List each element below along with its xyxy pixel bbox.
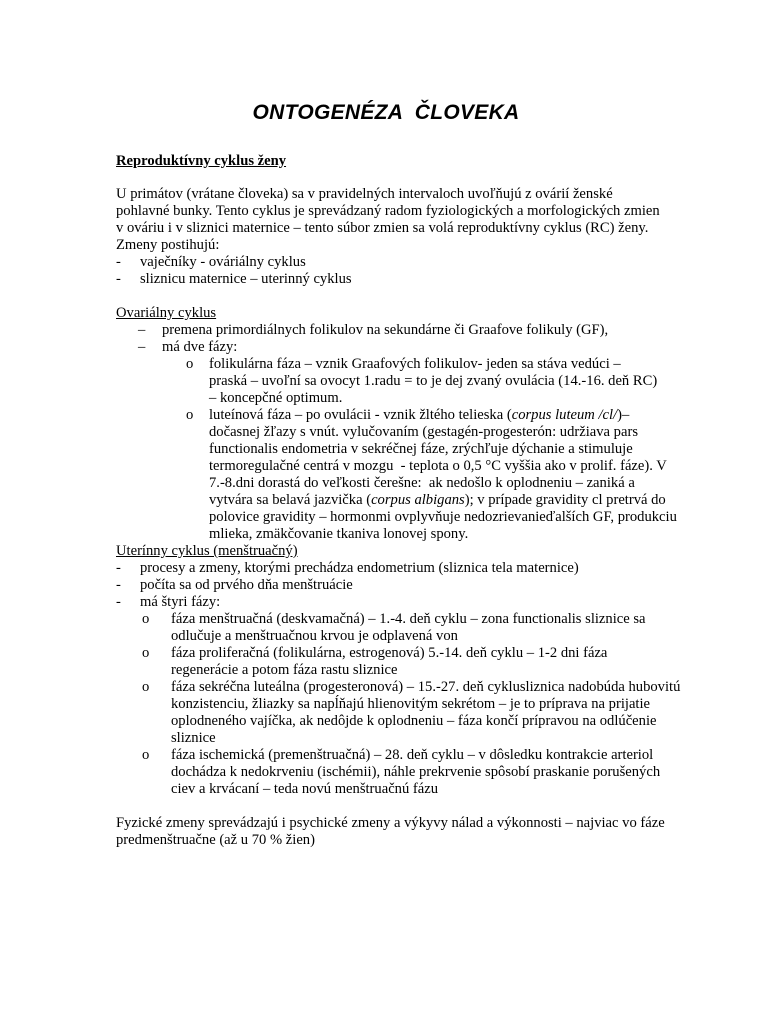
ovarial-cycle-heading: Ovariálny cyklus	[116, 305, 217, 321]
list-item: – má dve fázy:	[138, 339, 238, 355]
ovarial-phase-luteal: o luteínová fáza – po ovulácii - vznik žltého telieska (corpus luteum /cl/)– dočasnej žľazy s vnút. vylučovaním (gestagén-progesterón: udržiava pars functionalis endometria v sekréčnej fáze, zrýchľuje dýchanie a stimuluje termoregulačné centrá v mozgu - teplota o 0,5 °C vyššia ako v prolif. fáze). V 7.-8.dni dorastá do veľkosti čerešne: ak nedošlo k oplodneniu – zaniká a vytvára sa belavá jazvička (corpus albigans); v prípade gravidity cl pretrvá do polovice gravidity – hormonmi ovplyvňuje nedozrievanieďalších GF, produkciu mlieka, zmäkčovanie tkaniva lonovej spony.	[186, 407, 681, 542]
document-body	[116, 186, 686, 849]
uterine-cycle-heading: Uterínny cyklus (menštruačný)	[116, 543, 298, 559]
list-item: - procesy a zmeny, ktorými prechádza endometrium (sliznica tela maternice)	[116, 560, 579, 576]
list-item: - má štyri fázy:	[116, 594, 221, 610]
document-title: ONTOGENÉZA ČLOVEKA	[252, 101, 520, 124]
closing-paragraph: Fyzické zmeny sprevádzajú i psychické zmeny a výkyvy nálad a výkonnosti – najviac vo fáze predmenštruačne (až u 70 % žien)	[116, 815, 665, 848]
uterine-phase-proliferative: o fáza proliferačná (folikulárna, estrogenová) 5.-14. deň cyklu – 1-2 dni fáza regenerácie a potom fáza rastu sliznice	[142, 645, 608, 678]
uterine-phase-secretory: o fáza sekréčna luteálna (progesteronová) – 15.-27. deň cyklusliznica nadobúda hubovitú konzistenciu, žliazky sa napĺňajú hlienovitým sekrétom – je to príprava na prijatie oplodneného vajíčka, ak nedôjde k oplodneniu – fáza končí prípravou na odlúčenie sliznice	[142, 679, 681, 746]
uterine-phase-menstrual: o fáza menštruačná (deskvamačná) – 1.-4. deň cyklu – zona functionalis sliznice sa odlučuje a menštruačnou krvou je odplavená von	[142, 611, 646, 644]
intro-paragraph: U primátov (vrátane človeka) sa v pravidelných intervaloch uvoľňujú z ovárií ženské pohlavné bunky. Tento cyklus je sprevádzaný radom fyziologických a morfologických zmien v ováriu i v sliznici maternice – tento súbor zmien sa volá reproduktívny cyklus (RC) ženy.	[116, 186, 660, 236]
uterine-phase-ischemic: o fáza ischemická (premenštruačná) – 28. deň cyklu – v dôsledku kontrakcie arteriol dochádza k nedokrveniu (ischémii), náhle prekrvenie spôsobí praskanie porušených ciev a krvácaní – teda novú menštruačnú fázu	[142, 747, 661, 797]
list-item: - počíta sa od prvého dňa menštruácie	[116, 577, 353, 593]
list-item: – premena primordiálnych folikulov na sekundárne či Graafove folikuly (GF),	[138, 322, 609, 338]
list-item: - sliznicu maternice – uterinný cyklus	[116, 271, 352, 287]
ovarial-phase-follicular: o folikulárna fáza – vznik Graafových folikulov- jeden sa stáva vedúci – praská – uvoľní sa ovocyt 1.radu = to je dej zvaný ovulácia (14.-16. deň RC) – koncepčné optimum.	[186, 356, 661, 406]
section-heading-reproductive-cycle: Reproduktívny cyklus ženy	[116, 153, 287, 169]
changes-label: Zmeny postihujú:	[116, 237, 220, 253]
list-item: - vaječníky - ováriálny cyklus	[116, 254, 306, 270]
